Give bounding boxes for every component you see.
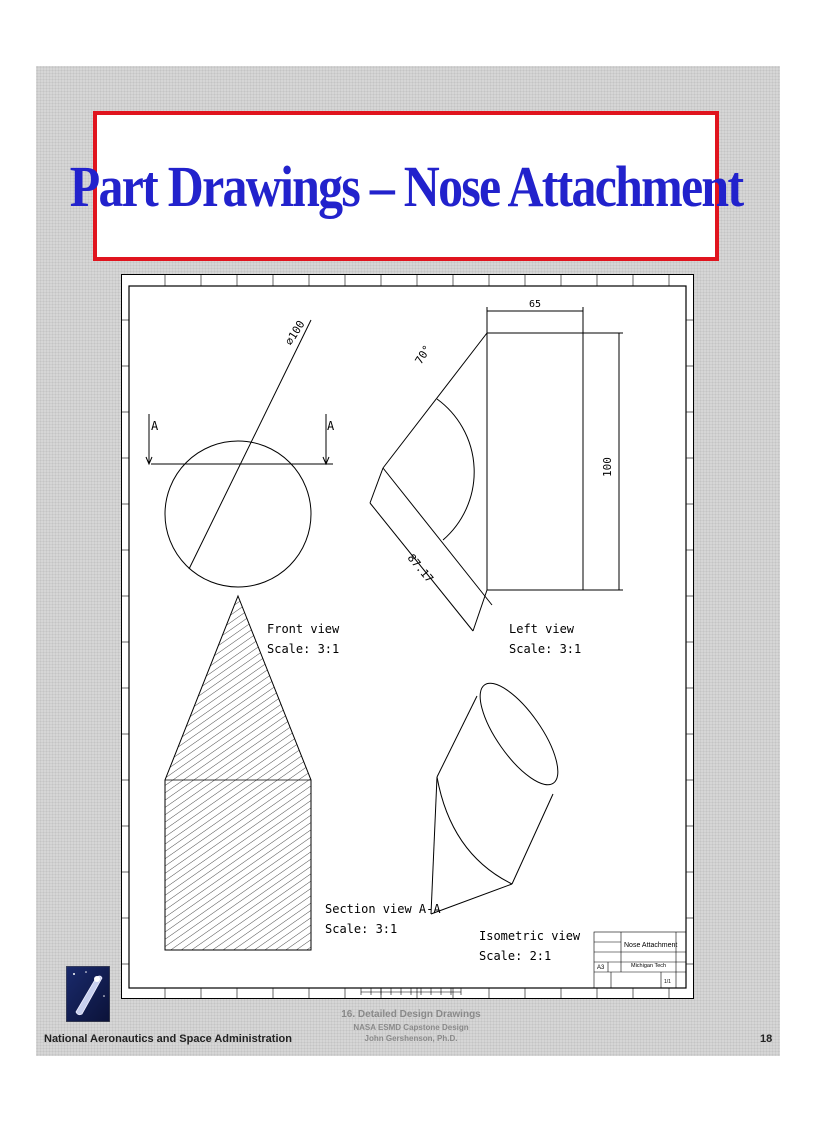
- isometric-cone-upper: [431, 777, 437, 914]
- title-block: [594, 932, 686, 988]
- engineering-drawing-sheet: [121, 274, 694, 999]
- footer-author: John Gershenson, Ph.D.: [364, 1034, 458, 1043]
- front-view-scale: Scale: 3:1: [267, 642, 340, 656]
- isometric-view-label: Isometric view: [479, 929, 581, 943]
- drawing-svg: [121, 274, 694, 999]
- left-view-label: Left view: [509, 622, 575, 636]
- isometric-lower-side: [512, 794, 553, 884]
- slide-title: Part Drawings – Nose Attachment: [69, 153, 743, 219]
- footer-course: NASA ESMD Capstone Design: [353, 1023, 469, 1032]
- nasa-capstone-logo-icon: [66, 966, 110, 1022]
- front-view: [146, 320, 333, 587]
- front-view-label: Front view: [267, 622, 340, 636]
- footer-section: 16. Detailed Design Drawings: [341, 1009, 481, 1020]
- title-block-sheet-size: A3: [597, 965, 605, 971]
- isometric-end-ellipse: [467, 672, 572, 796]
- isometric-cone-lower: [431, 884, 512, 914]
- title-block-part-name: Nose Attachment: [624, 942, 678, 949]
- title-box: [69, 111, 743, 261]
- section-view-label: Section view A-A: [325, 902, 441, 916]
- angle-dimension-arc: [437, 399, 474, 540]
- footer-agency: National Aeronautics and Space Administration: [44, 1033, 292, 1045]
- title-block-organization: Michigan Tech: [631, 963, 667, 969]
- section-view-scale: Scale: 3:1: [325, 922, 398, 936]
- section-label-left: A: [151, 419, 159, 433]
- section-label-right: A: [327, 419, 335, 433]
- title-block-sheet-number: 1/1: [664, 979, 671, 985]
- cone-tip-edge: [370, 468, 383, 503]
- width-dimension-text: 65: [529, 299, 542, 310]
- slant-dimension-text: 87.17: [404, 551, 436, 586]
- left-view: [370, 307, 623, 631]
- height-dimension-text: 100: [601, 457, 614, 477]
- slide: [36, 66, 780, 1056]
- angle-dimension-text: 70°: [412, 342, 435, 367]
- isometric-view: [431, 672, 571, 914]
- page-number: 18: [760, 1033, 773, 1045]
- isometric-view-scale: Scale: 2:1: [479, 949, 552, 963]
- isometric-upper-side: [437, 696, 477, 777]
- diameter-dimension-line: [189, 320, 311, 569]
- scale-ruler: [361, 988, 461, 995]
- footer-center: [286, 1009, 536, 1043]
- slant-dimension-line: [383, 468, 492, 605]
- front-view-circle: [165, 441, 311, 587]
- left-view-scale: Scale: 3:1: [509, 642, 582, 656]
- diameter-dimension-text: ⌀100: [282, 318, 308, 348]
- left-view-body: [487, 333, 583, 590]
- isometric-silhouette: [437, 777, 512, 884]
